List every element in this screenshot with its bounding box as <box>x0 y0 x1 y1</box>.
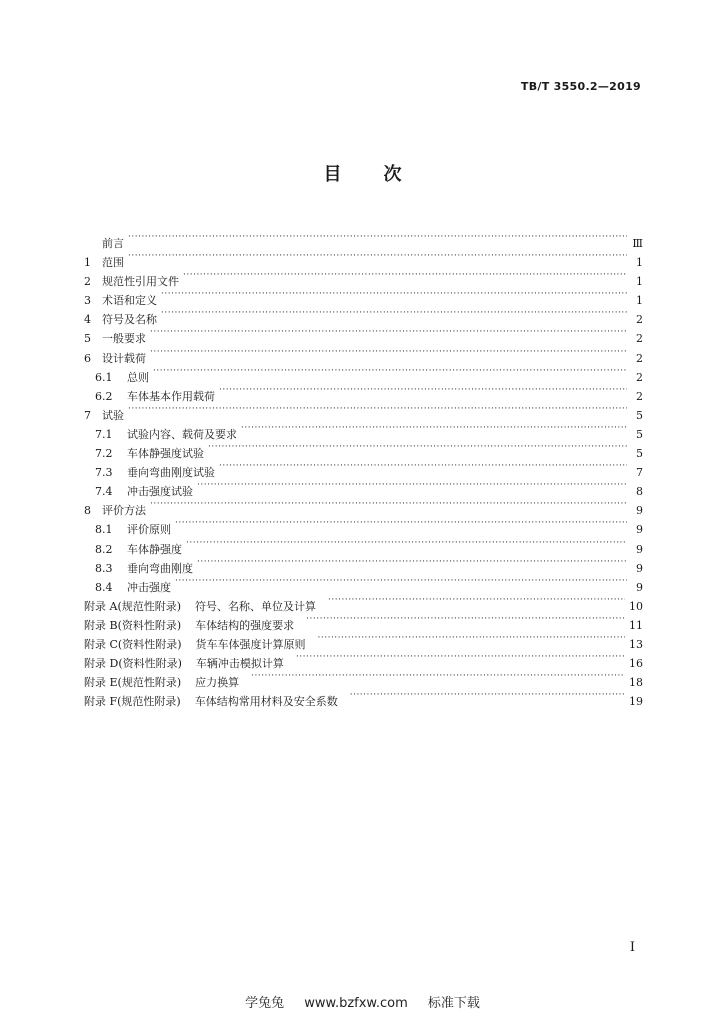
toc-entry-label: 冲击强度 <box>127 580 171 594</box>
toc-entry-number: 7 <box>84 408 91 422</box>
toc-entry-number: 8.4 <box>95 580 113 594</box>
toc-entry-number: 附录 F(规范性附录) <box>84 695 181 709</box>
toc-entry-label: 应力换算 <box>195 676 240 690</box>
toc-entry[interactable] <box>84 495 643 518</box>
toc-entry-label: 试验内容、载荷及要求 <box>127 427 237 441</box>
toc-entry-page: 2 <box>636 351 643 365</box>
toc-entry-label: 垂向弯曲刚度试验 <box>127 466 215 480</box>
toc-entry-number: 3 <box>84 294 91 308</box>
watermark-text: 标准下载 <box>427 996 480 1011</box>
toc-entry-label: 车体静强度试验 <box>127 447 204 461</box>
toc-entry-label: 货车车体强度计算原则 <box>195 637 306 651</box>
document-code: TB/T 3550.2—2019 <box>520 80 641 93</box>
toc-entry[interactable] <box>84 514 643 537</box>
toc-leader-dots <box>186 534 627 553</box>
toc-entry-number: 6.2 <box>95 389 113 403</box>
toc-leader-dots <box>183 266 627 285</box>
toc-entry-label: 车体结构的强度要求 <box>195 618 295 632</box>
toc-leader-dots <box>161 304 627 323</box>
table-of-contents <box>84 228 643 709</box>
toc-entry-label: 一般要求 <box>102 332 146 346</box>
toc-entry-label: 术语和定义 <box>102 294 157 308</box>
toc-entry-page: 9 <box>636 561 643 575</box>
toc-entry-label: 车辆冲击模拟计算 <box>195 657 284 671</box>
watermark-site: 学兔兔 <box>245 996 285 1011</box>
toc-entry-number: 2 <box>84 275 91 289</box>
toc-entry-label: 评价方法 <box>102 504 146 518</box>
page-number: I <box>629 940 635 955</box>
toc-leader-dots <box>128 400 627 419</box>
toc-entry-page: 2 <box>636 313 643 327</box>
toc-leader-dots <box>328 591 625 610</box>
toc-leader-dots <box>241 419 627 438</box>
toc-entry-label: 符号及名称 <box>102 313 157 327</box>
toc-entry-page: 2 <box>636 332 643 346</box>
toc-entry[interactable] <box>84 228 643 250</box>
toc-entry-number: 附录 E(规范性附录) <box>84 676 182 690</box>
page-title <box>0 160 725 186</box>
toc-leader-dots <box>197 553 627 572</box>
toc-entry-label: 总则 <box>127 370 149 384</box>
toc-entry-number: 7.2 <box>95 447 113 461</box>
toc-entry-number: 8.3 <box>95 561 113 575</box>
toc-entry[interactable] <box>84 266 643 289</box>
toc-entry-label: 车体静强度 <box>127 542 182 556</box>
toc-leader-dots <box>150 495 627 514</box>
title-char-2: 次 <box>383 164 402 185</box>
toc-entry[interactable] <box>84 362 643 384</box>
toc-entry-page: 5 <box>636 447 643 461</box>
toc-entry-label: 冲击强度试验 <box>127 485 193 499</box>
toc-entry-page: Ⅲ <box>632 237 643 250</box>
toc-entry-number: 7.1 <box>95 427 113 441</box>
toc-entry-page: 16 <box>629 657 643 671</box>
toc-entry[interactable] <box>84 381 643 403</box>
toc-leader-dots <box>153 362 627 381</box>
toc-entry-page: 1 <box>636 275 643 289</box>
toc-entry-page: 9 <box>636 542 643 556</box>
title-char-1: 目 <box>323 164 342 185</box>
toc-leader-dots <box>306 610 625 629</box>
toc-entry-page: 2 <box>636 370 643 384</box>
toc-entry-page: 9 <box>636 504 643 518</box>
toc-entry-number: 附录 D(资料性附录) <box>84 657 182 671</box>
toc-entry-number: 1 <box>84 256 91 270</box>
toc-leader-dots <box>175 572 627 591</box>
watermark-url[interactable]: www.bzfxw.com <box>304 996 408 1011</box>
toc-leader-dots <box>150 323 627 342</box>
toc-entry-number: 附录 B(资料性附录) <box>84 618 182 632</box>
toc-entry-number: 8.1 <box>95 523 113 537</box>
toc-leader-dots <box>150 343 627 362</box>
toc-leader-dots <box>219 457 627 476</box>
toc-leader-dots <box>350 686 625 705</box>
toc-entry[interactable] <box>84 419 643 441</box>
toc-entry-label: 前言 <box>102 237 124 250</box>
toc-entry-number: 8 <box>84 504 91 518</box>
toc-entry-number: 4 <box>84 313 91 327</box>
toc-leader-dots <box>161 285 627 304</box>
toc-entry-number: 7.3 <box>95 466 113 480</box>
toc-entry[interactable] <box>84 343 643 365</box>
toc-leader-dots <box>128 247 627 266</box>
toc-entry-number: 6.1 <box>95 370 113 384</box>
toc-entry-page: 19 <box>629 695 643 709</box>
toc-entry-number: 7.4 <box>95 485 113 499</box>
toc-entry-page: 11 <box>629 618 643 632</box>
toc-entry-page: 2 <box>636 389 643 403</box>
toc-leader-dots <box>197 476 627 495</box>
toc-leader-dots <box>251 667 625 686</box>
toc-leader-dots <box>219 381 627 400</box>
toc-entry[interactable] <box>84 400 643 422</box>
toc-entry-page: 13 <box>629 637 643 651</box>
watermark <box>0 992 725 1011</box>
toc-entry[interactable] <box>84 285 643 308</box>
toc-leader-dots <box>296 648 625 667</box>
toc-entry-number: 6 <box>84 351 91 365</box>
toc-entry-page: 9 <box>636 523 643 537</box>
toc-entry-page: 18 <box>629 676 643 690</box>
toc-entry[interactable] <box>84 247 643 270</box>
toc-entry-label: 车体基本作用载荷 <box>127 389 215 403</box>
toc-entry-label: 符号、名称、单位及计算 <box>195 599 317 613</box>
toc-entry-page: 1 <box>636 256 643 270</box>
toc-entry[interactable] <box>84 304 643 327</box>
toc-leader-dots <box>318 629 626 648</box>
toc-entry-page: 10 <box>629 599 643 613</box>
toc-entry-number: 5 <box>84 332 91 346</box>
toc-entry-label: 垂向弯曲刚度 <box>127 561 193 575</box>
toc-leader-dots <box>175 514 627 533</box>
toc-entry-number: 附录 A(规范性附录) <box>84 599 182 613</box>
toc-leader-dots <box>208 438 627 457</box>
toc-entry-label: 试验 <box>102 408 124 422</box>
toc-entry-label: 车体结构常用材料及安全系数 <box>194 695 338 709</box>
toc-entry-label: 范围 <box>102 256 124 270</box>
toc-entry-page: 8 <box>636 485 643 499</box>
toc-entry-label: 规范性引用文件 <box>102 275 179 289</box>
toc-entry-page: 1 <box>636 294 643 308</box>
toc-entry-number: 附录 C(资料性附录) <box>84 637 182 651</box>
toc-leader-dots <box>128 228 627 247</box>
toc-entry-page: 7 <box>636 466 643 480</box>
toc-entry-page: 5 <box>636 427 643 441</box>
toc-entry-page: 5 <box>636 408 643 422</box>
toc-entry-label: 评价原则 <box>127 523 171 537</box>
toc-entry-page: 9 <box>636 580 643 594</box>
toc-entry[interactable] <box>84 323 643 346</box>
toc-entry-label: 设计载荷 <box>102 351 146 365</box>
toc-entry-number: 8.2 <box>95 542 113 556</box>
